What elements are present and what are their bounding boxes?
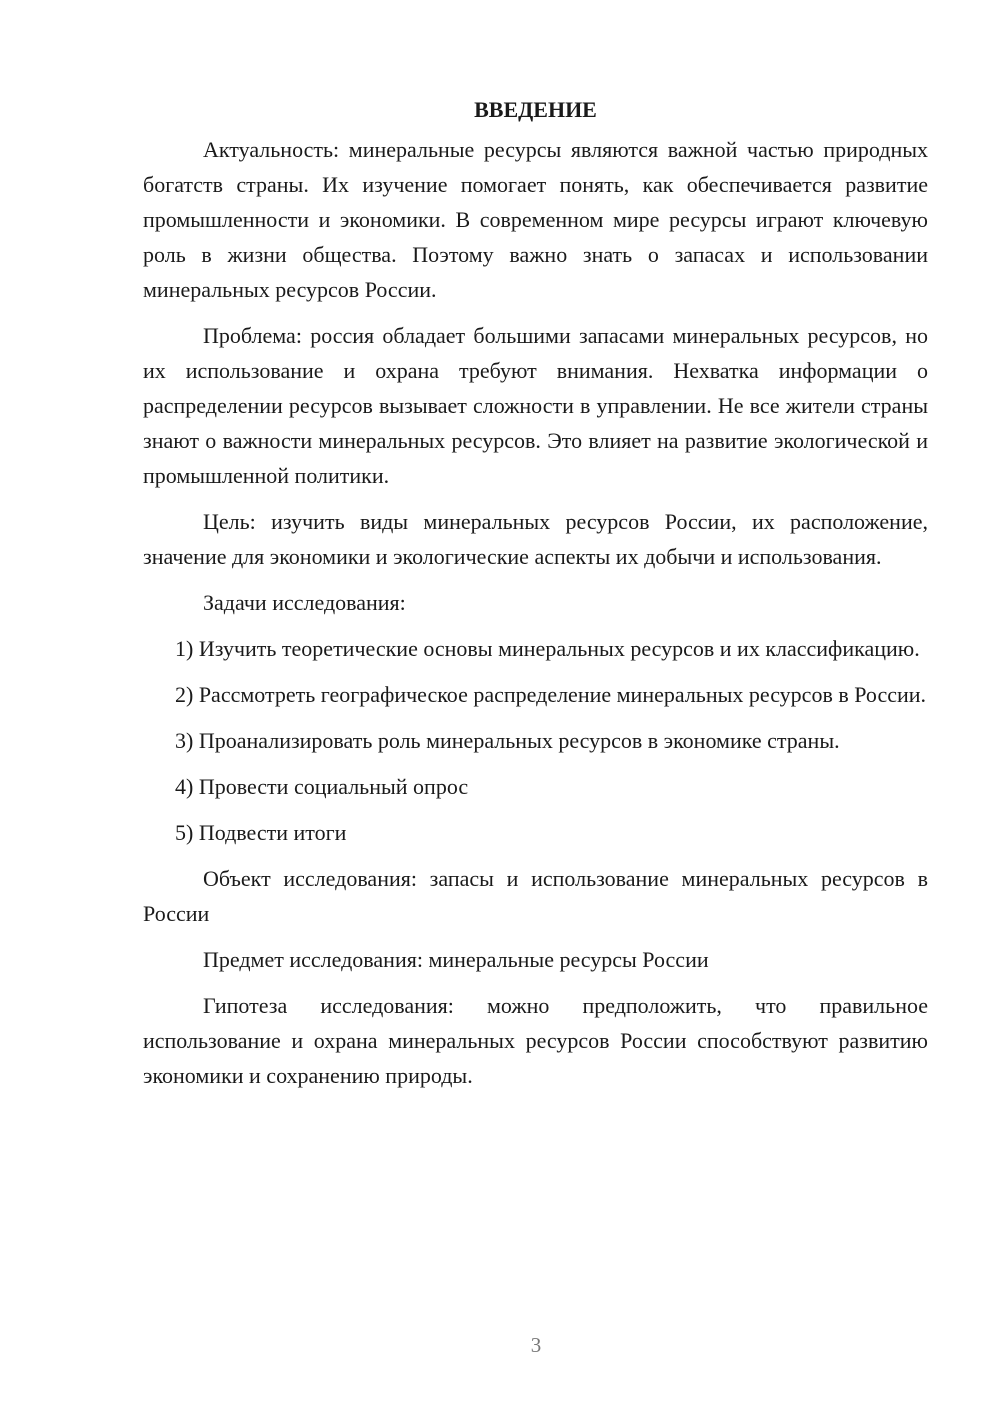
object-paragraph: Объект исследования: запасы и использование минеральных ресурсов в России (143, 866, 928, 926)
task-item: 2) Рассмотреть географическое распределение минеральных ресурсов в России. (175, 682, 927, 707)
goal-paragraph: Цель: изучить виды минеральных ресурсов России, их расположение, значение для экономики и экологические аспекты их добычи и использования. (143, 509, 928, 569)
problem-paragraph: Проблема: россия обладает большими запасами минеральных ресурсов, но их использование и охрана требуют внимания. Нехватка информации о распределении ресурсов вызывает сложности в управлении. Не все жители страны знают о важности минеральных ресурсов. Это влияет на развитие экологической и промышленной политики. (143, 323, 928, 488)
document-page (143, 92, 928, 1104)
task-item: 5) Подвести итоги (175, 820, 347, 845)
task-item: 4) Провести социальный опрос (175, 774, 469, 799)
tasks-heading: Задачи исследования: (203, 590, 406, 615)
page-number: 3 (530, 1333, 542, 1357)
subject-paragraph: Предмет исследования: минеральные ресурсы России (203, 947, 709, 972)
task-item: 1) Изучить теоретические основы минеральных ресурсов и их классификацию. (175, 636, 920, 661)
relevance-paragraph: Актуальность: минеральные ресурсы являются важной частью природных богатств страны. Их изучение помогает понять, как обеспечивается развитие промышленности и экономики. В современном мире ресурсы играют ключевую роль в жизни общества. Поэтому важно знать о запасах и использовании минеральных ресурсов России. (143, 137, 928, 302)
hypothesis-paragraph: Гипотеза исследования: можно предположить, что правильное использование и охрана минеральных ресурсов России способствуют развитию экономики и сохранению природы. (143, 993, 928, 1088)
section-title: ВВЕДЕНИЕ (474, 97, 597, 122)
task-item: 3) Проанализировать роль минеральных ресурсов в экономике страны. (175, 728, 840, 753)
